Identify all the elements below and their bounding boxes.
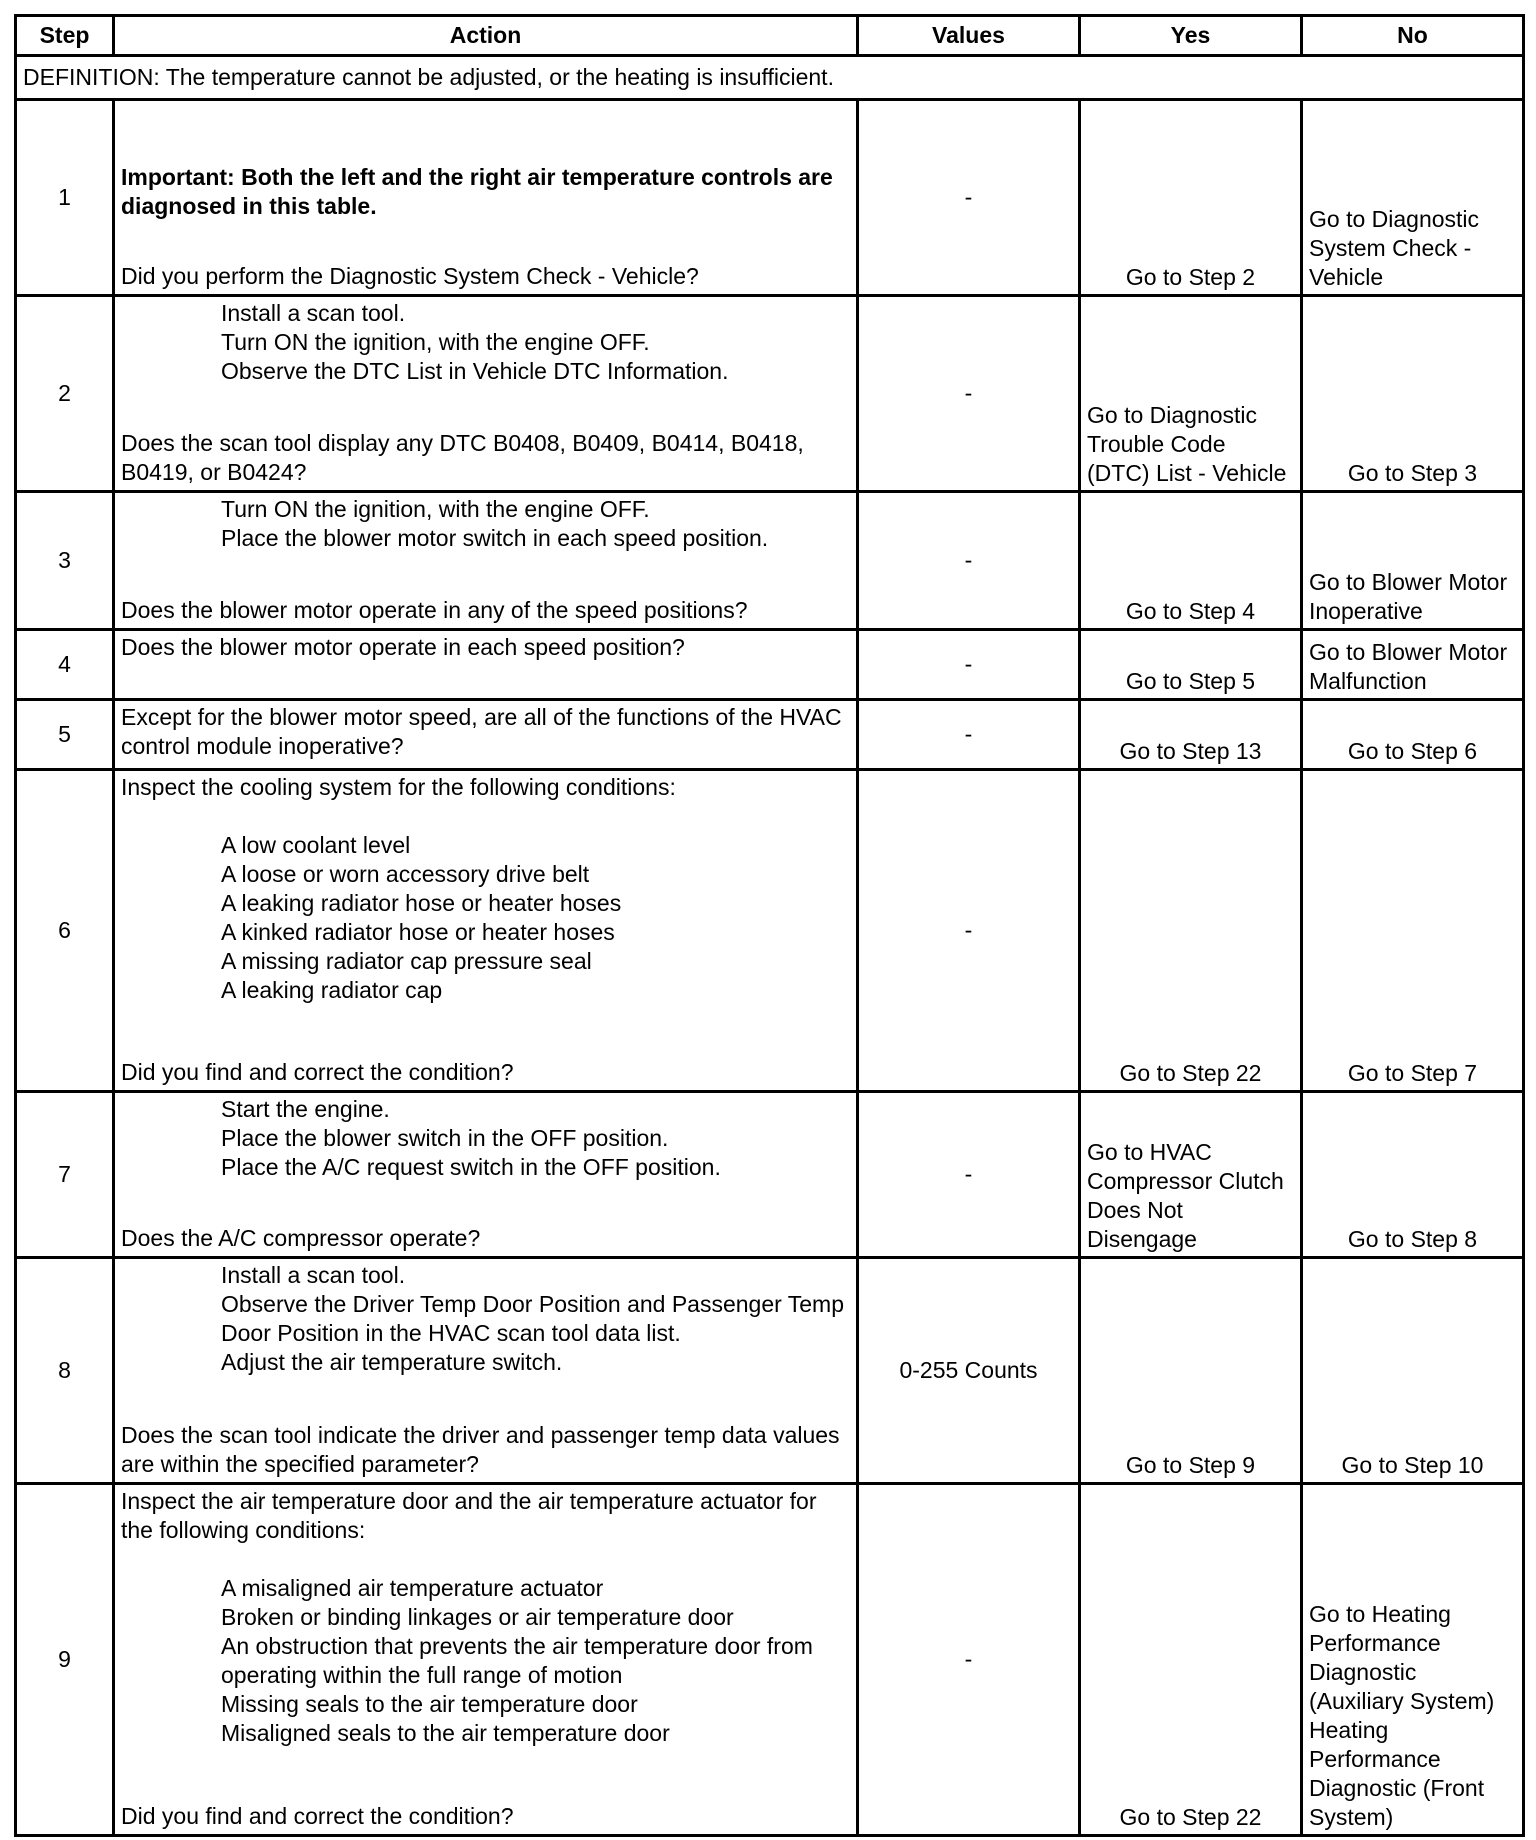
values-cell: - — [858, 770, 1080, 1092]
action-cell — [114, 492, 858, 630]
table-row — [16, 1484, 1524, 1836]
table-row — [16, 1092, 1524, 1258]
action-line: Install a scan tool. — [221, 300, 406, 326]
table-row — [16, 1258, 1524, 1484]
action-line: Turn ON the ignition, with the engine OFF. — [221, 496, 650, 522]
values-cell: - — [858, 1484, 1080, 1836]
table-row — [16, 770, 1524, 1092]
no-cell: Go to Step 10 — [1302, 1258, 1524, 1484]
action-line: Turn ON the ignition, with the engine OFF. — [221, 329, 650, 355]
header-no: No — [1302, 16, 1524, 56]
action-line: An obstruction that prevents the air temperature door from operating within the full range of motion — [221, 1633, 813, 1688]
step-number: 2 — [16, 296, 114, 492]
no-cell: Go to Blower Motor Malfunction — [1302, 630, 1524, 700]
action-line: Place the blower motor switch in each speed position. — [221, 525, 769, 551]
yes-cell: Go to Step 13 — [1080, 700, 1302, 770]
definition-text: DEFINITION: The temperature cannot be adjusted, or the heating is insufficient. — [16, 56, 1524, 100]
action-line: A leaking radiator cap — [221, 977, 443, 1003]
action-cell — [114, 1092, 858, 1258]
question-text: Except for the blower motor speed, are all of the functions of the HVAC control module inoperative? — [114, 700, 858, 770]
diagnostic-table — [14, 14, 1525, 1837]
action-line: A misaligned air temperature actuator — [221, 1575, 604, 1601]
action-line: Place the blower switch in the OFF position. — [221, 1125, 669, 1151]
intro-text: Inspect the air temperature door and the air temperature actuator for the following conditions: — [121, 1488, 817, 1543]
no-cell: Go to Step 3 — [1302, 296, 1524, 492]
action-cell — [114, 1484, 858, 1836]
action-cell — [114, 1258, 858, 1484]
table-row — [16, 630, 1524, 700]
action-line: Place the A/C request switch in the OFF position. — [221, 1154, 721, 1180]
action-cell — [114, 296, 858, 492]
no-cell: Go to Step 6 — [1302, 700, 1524, 770]
step-number: 6 — [16, 770, 114, 1092]
no-cell: Go to Heating Performance Diagnostic (Auxiliary System) Heating Performance Diagnostic (Front System) — [1302, 1484, 1524, 1836]
table-row — [16, 100, 1524, 296]
action-line: Observe the DTC List in Vehicle DTC Information. — [221, 358, 729, 384]
action-line: Missing seals to the air temperature door — [221, 1691, 638, 1717]
action-line: Observe the Driver Temp Door Position and Passenger Temp Door Position in the HVAC scan tool data list. — [221, 1291, 845, 1346]
table-row — [16, 492, 1524, 630]
question-text: Did you perform the Diagnostic System Check - Vehicle? — [121, 263, 699, 289]
values-cell: - — [858, 630, 1080, 700]
yes-cell: Go to HVAC Compressor Clutch Does Not Disengage — [1080, 1092, 1302, 1258]
no-cell: Go to Step 7 — [1302, 770, 1524, 1092]
step-number: 3 — [16, 492, 114, 630]
action-line: A missing radiator cap pressure seal — [221, 948, 592, 974]
question-text: Does the blower motor operate in any of the speed positions? — [121, 597, 748, 623]
no-cell: Go to Blower Motor Inoperative — [1302, 492, 1524, 630]
header-yes: Yes — [1080, 16, 1302, 56]
question-text: Does the A/C compressor operate? — [121, 1225, 481, 1251]
values-cell: 0-255 Counts — [858, 1258, 1080, 1484]
table-row — [16, 700, 1524, 770]
step-number: 9 — [16, 1484, 114, 1836]
step-number: 7 — [16, 1092, 114, 1258]
yes-cell: Go to Diagnostic Trouble Code (DTC) List - Vehicle — [1080, 296, 1302, 492]
yes-cell: Go to Step 2 — [1080, 100, 1302, 296]
step-number: 5 — [16, 700, 114, 770]
definition-row — [16, 56, 1524, 100]
yes-cell: Go to Step 4 — [1080, 492, 1302, 630]
no-cell: Go to Diagnostic System Check - Vehicle — [1302, 100, 1524, 296]
no-cell: Go to Step 8 — [1302, 1092, 1524, 1258]
intro-text: Inspect the cooling system for the following conditions: — [121, 774, 676, 800]
step-number: 4 — [16, 630, 114, 700]
header-row — [16, 16, 1524, 56]
action-line: Start the engine. — [221, 1096, 390, 1122]
values-cell: - — [858, 492, 1080, 630]
question-text: Did you find and correct the condition? — [121, 1803, 514, 1829]
action-line: A low coolant level — [221, 832, 411, 858]
values-cell: - — [858, 1092, 1080, 1258]
action-line: Broken or binding linkages or air temperature door — [221, 1604, 734, 1630]
values-cell: - — [858, 700, 1080, 770]
yes-cell: Go to Step 9 — [1080, 1258, 1302, 1484]
table-row — [16, 296, 1524, 492]
action-line: Adjust the air temperature switch. — [221, 1349, 563, 1375]
question-text: Did you find and correct the condition? — [121, 1059, 514, 1085]
question-text: Does the scan tool display any DTC B0408, B0409, B0414, B0418, B0419, or B0424? — [121, 430, 804, 485]
question-text: Does the scan tool indicate the driver and passenger temp data values are within the specified parameter? — [121, 1422, 840, 1477]
action-line: A leaking radiator hose or heater hoses — [221, 890, 622, 916]
yes-cell: Go to Step 22 — [1080, 1484, 1302, 1836]
question-text: Does the blower motor operate in each speed position? — [114, 630, 858, 700]
action-cell — [114, 770, 858, 1092]
header-values: Values — [858, 16, 1080, 56]
values-cell: - — [858, 100, 1080, 296]
yes-cell: Go to Step 22 — [1080, 770, 1302, 1092]
step-number: 8 — [16, 1258, 114, 1484]
values-cell: - — [858, 296, 1080, 492]
action-line: Misaligned seals to the air temperature door — [221, 1720, 670, 1746]
action-cell — [114, 100, 858, 296]
action-line: Install a scan tool. — [221, 1262, 406, 1288]
yes-cell: Go to Step 5 — [1080, 630, 1302, 700]
step-number: 1 — [16, 100, 114, 296]
header-step: Step — [16, 16, 114, 56]
header-action: Action — [114, 16, 858, 56]
action-line: A loose or worn accessory drive belt — [221, 861, 590, 887]
important-note: Important: Both the left and the right air temperature controls are diagnosed in this table. — [121, 164, 833, 219]
action-line: A kinked radiator hose or heater hoses — [221, 919, 615, 945]
